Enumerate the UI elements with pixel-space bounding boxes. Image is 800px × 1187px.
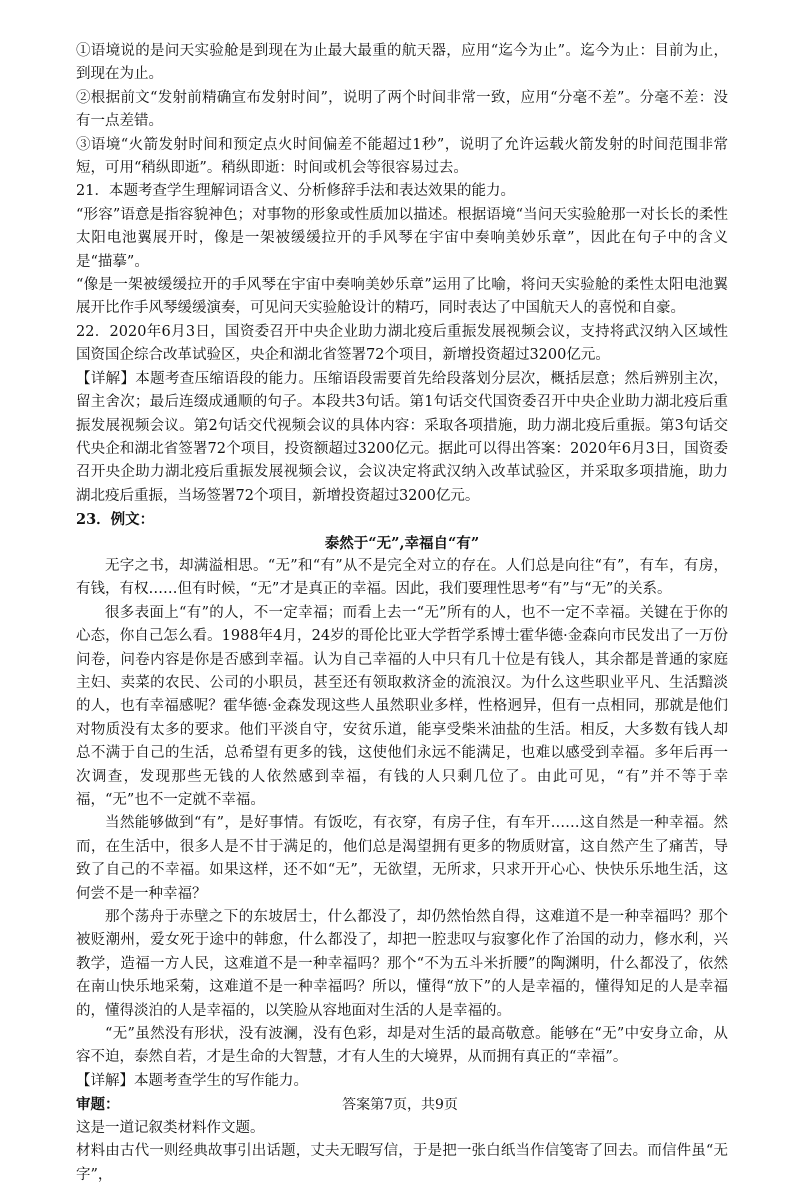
paragraph-19: 材料由古代一则经典故事引出话题，丈夫无暇写信，于是把一张白纸当作信笺寄了回去。而信件虽“无字”， <box>76 1143 728 1183</box>
paragraph-13: 当然能够做到“有”，是好事情。有饭吃，有衣穿，有房子住，有车开……这自然是一种幸福。然而，在生活中，很多人是不甘于满足的，他们总是渴望拥有更多的物质财富，这自然产生了痛苦，导致了自己的不幸福。如果这样，还不如“无”，无欲望，无所求，只求开开心心、快快乐乐地生活，这何尝不是一种幸福？ <box>76 815 728 902</box>
essay-title: 泰然于“无”,幸福自“有” <box>324 534 480 552</box>
paragraph-11: 无字之书，却满溢相思。“无”和“有”从不是完全对立的存在。人们总是向往“有”，有车，有房，有钱，有权……但有时候，“无”才是真正的幸福。因此，我们要理性思考“有”与“无”的关系。 <box>76 557 728 598</box>
paragraph-8: 【详解】本题考查压缩语段的能力。压缩语段需要首先给段落划分层次，概括层意；然后辨别主次，留主舍次；最后连缀成通顺的句子。本段共3句话。第1句话交代国资委召开中央企业助力湖北疫后重振发展视频会议。第2句话交代视频会议的具体内容：采取各项措施，助力湖北疫后重振。第3句话交代央企和湖北省签署72个项目，投资额超过3200亿元。据此可以得出答案：2020年6月3日，国资委召开央企助力湖北疫后重振发展视频会议，会议决定将武汉纳入改革试验区，并采取多项措施，助力湖北疫后重振，当场签署72个项目，新增投资超过3200亿元。 <box>76 370 728 504</box>
paragraph-18: 这是一道记叙类材料作文题。 <box>76 1119 265 1136</box>
paragraph-14: 那个荡舟于赤壁之下的东坡居士，什么都没了，却仍然怡然自得，这难道不是一种幸福吗？那个被贬潮州，爱女死于途中的韩愈，什么都没了，却把一腔悲叹与寂寥化作了治国的动力，修水利，兴教学，造福一方人民，这难道不是一种幸福吗？那个“不为五斗米折腰”的陶渊明，什么都没了，依然在南山快乐地采菊，这难道不是一种幸福吗？所以，懂得“放下”的人是幸福的，懂得知足的人是幸福的，懂得淡泊的人是幸福的，以笑脸从容地面对生活的人是幸福的。 <box>76 909 728 1019</box>
paragraph-17: 审题： <box>76 1096 120 1114</box>
paragraph-3: ③语境“火箭发射时间和预定点火时间偏差不能超过1秒”，说明了允许运载火箭发射的时间范围非常短，可用“稍纵即逝”。稍纵即逝：时间或机会等很容易过去。 <box>76 136 728 177</box>
paragraph-5: “形容”语意是指容貌神色；对事物的形象或性质加以描述。根据语境“当问天实验舱那一对长长的柔性太阳电池翼展开时，像是一架被缓缓拉开的手风琴在宇宙中奏响美妙乐章”，因此在句子中的含义是“描摹”。 <box>76 206 728 270</box>
paragraph-15: “无”虽然没有形状，没有波澜，没有色彩，却是对生活的最高敬意。能够在“无”中安身立命，从容不迫，泰然自若，才是生命的大智慧，才有人生的大境界，从而拥有真正的“幸福”。 <box>76 1026 728 1066</box>
paragraph-6: “像是一架被缓缓拉开的手风琴在宇宙中奏响美妙乐章”运用了比喻，将问天实验舱的柔性太阳电池翼展开比作手风琴缓缓演奏，可见问天实验舱设计的精巧，同时表达了中国航天人的喜悦和自豪。 <box>76 277 728 317</box>
paragraph-2: ②根据前文“发射前精确宣布发射时间”，说明了两个时间非常一致，应用“分毫不差”。分毫不差：没有一点差错。 <box>76 89 728 130</box>
paragraph-7: 22．2020年6月3日，国资委召开中央企业助力湖北疫后重振发展视频会议，支持将武汉纳入区域性国资国企综合改革试验区，央企和湖北省签署72个项目，新增投资超过3200亿元。 <box>76 323 728 364</box>
paragraph-1: ①语境说的是问天实验舱是到现在为止最大最重的航天器，应用“迄今为止”。迄今为止：目前为止，到现在为止。 <box>76 43 728 83</box>
page-footer: 答案第7页，共9页 <box>342 1097 458 1113</box>
paragraph-9: 23．例文： <box>76 511 155 529</box>
paragraph-12: 很多表面上“有”的人，不一定幸福；而看上去一“无”所有的人，也不一定不幸福。关键在于你的心态，你自己怎么看。1988年4月，24岁的哥伦比亚大学哲学系博士霍华德·金森向市民发出了一万份问卷，问卷内容是你是否感到幸福。认为自己幸福的人中只有几十位是有钱人，其余都是普通的家庭主妇、卖菜的农民、公司的小职员，甚至还有领取救济金的流浪汉。为什么这些职业平凡、生活黯淡的人，也有幸福感呢？霍华德·金森发现这些人虽然职业多样，性格迥异，但有一点相同，那就是他们对物质没有太多的要求。他们平淡自守，安贫乐道，能享受柴米油盐的生活。相反，大多数有钱人却总不满于自己的生活，总希望有更多的钱，这使他们永远不能满足，也难以感受到幸福。多年后再一次调查，发现那些无钱的人依然感到幸福，有钱的人只剩几位了。由此可见，“有”并不等于幸福，“无”也不一定就不幸福。 <box>76 604 728 808</box>
paragraph-4: 21．本题考查学生理解词语含义、分析修辞手法和表达效果的能力。 <box>76 183 515 200</box>
paragraph-16: 【详解】本题考查学生的写作能力。 <box>76 1072 308 1089</box>
document-page <box>76 40 728 1187</box>
